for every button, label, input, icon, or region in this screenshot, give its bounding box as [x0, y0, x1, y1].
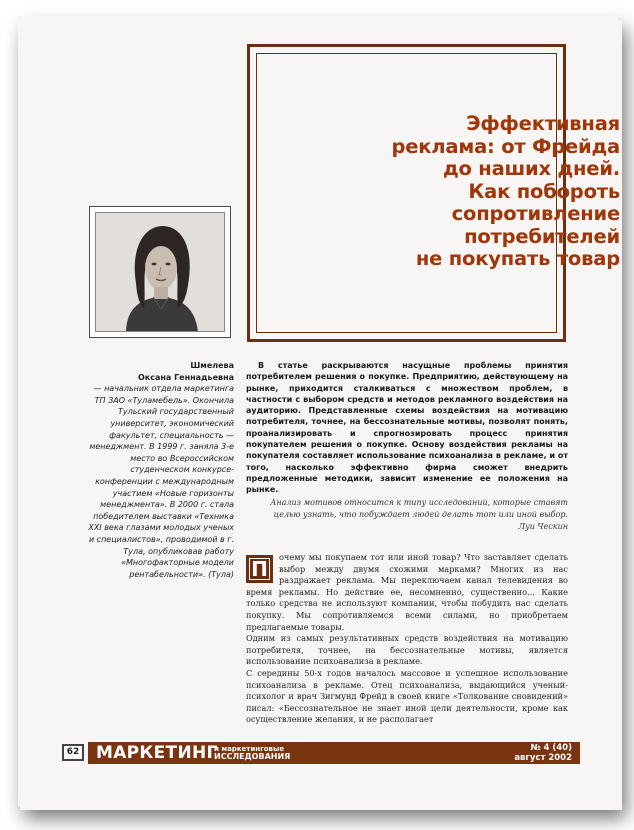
epigraph — [246, 497, 568, 533]
issue-info — [514, 744, 572, 763]
body-paragraph-2: Одним из самых результативных средств воздействия на мотивацию потребителя, точнее, на бессознательные мотивы, является использование психоанализа в рекламе. — [246, 633, 568, 667]
magazine-subtitle — [214, 745, 290, 761]
portrait-drawing — [96, 213, 225, 332]
portrait-image — [95, 212, 225, 332]
body-paragraph-3: С середины 50-х годов началось массовое и успешное использование психоанализа в рекламе. Отец психоанализа, выдающийся ученый-психолог и врач Зигмунд Фрейд в своей книге «Толкование сновидений» писал: «Бессознательное не знает иной цели деятельности, кроме как осуществление желания, и не располагает — [246, 667, 568, 725]
page-number: 62 — [62, 744, 84, 761]
epigraph-text: Анализ мотивов относится к типу исследований, которые ставят целью узнать, что побуждает людей делать тот или иной выбор. — [270, 498, 568, 519]
magazine-subtitle-line2: ИССЛЕДОВАНИЯ — [214, 752, 291, 761]
magazine-title: МАРКЕТИНГ — [96, 743, 218, 763]
epigraph-author: Луи Ческин — [518, 522, 568, 531]
article-body — [246, 552, 568, 726]
author-bio: — начальник отдела маркетинга ТП ЗАО «Туламебель». Окончила Тульский государственный университет, экономический факультет, специальность — менеджмент. В 1999 г. заняла 3-е место во Всероссийском студенческом конкурсе-конференции с международным участием «Новые горизонты менеджмента». В 2000 г. стала победителем выставки «Техника XXI века глазами молодых ученых и специалистов», проводимой в г. Тула, опубликовав работу «Многофакторные модели рентабельности». (Тула) — [88, 384, 234, 579]
body-paragraph-1: очему мы покупаем тот или иной товар? Что заставляет сделать выбор между двумя схожими марками? Многих из нас раздражает реклама. Мы переключаем канал телевидения во время рекламы. Но действие ее, несомненно, существенно... Какие только средства не используют компании, чтобы побудить нас сделать покупку. Мы сопротивляемся всеми силами, но приобретаем предлагаемые товары. — [246, 552, 568, 632]
footer-brand-bar — [88, 742, 580, 764]
magazine-subtitle-line1: и маркетинговые — [214, 745, 285, 753]
article-title: Эффективная реклама: от Фрейда до наших дней. Как побороть сопротивление потребителей не покупать товар — [391, 112, 620, 270]
author-given-name: Оксана Геннадьевна — [138, 372, 234, 382]
author-photo — [89, 206, 231, 338]
author-sidebar — [86, 360, 234, 580]
issue-number: № 4 (40) — [530, 743, 572, 753]
dropcap-letter: П — [246, 555, 273, 583]
author-surname: Шмелева — [190, 361, 234, 370]
page-footer — [40, 740, 586, 766]
lead-paragraph: В статье раскрываются насущные проблемы принятия потребителем решения о покупке. Предприятию, действующему на рынке, приходится сталкиваться с множеством проблем, в частности с выбором средств и методов рекламного воздействия на аудиторию. Представленные схемы воздействия на мотивацию потребителя, точнее, на бессознательные мотивы, позволят понять, проанализировать и спрогнозировать процесс принятия покупателем решения о покупке. Основу воздействия рекламы на покупателя составляет использование психоанализа в рекламе, и от того, насколько эффективно фирма сможет внедрить предложенные методики, зависит изменение ее положения на рынке. — [246, 361, 568, 495]
issue-date: август 2002 — [514, 752, 572, 763]
